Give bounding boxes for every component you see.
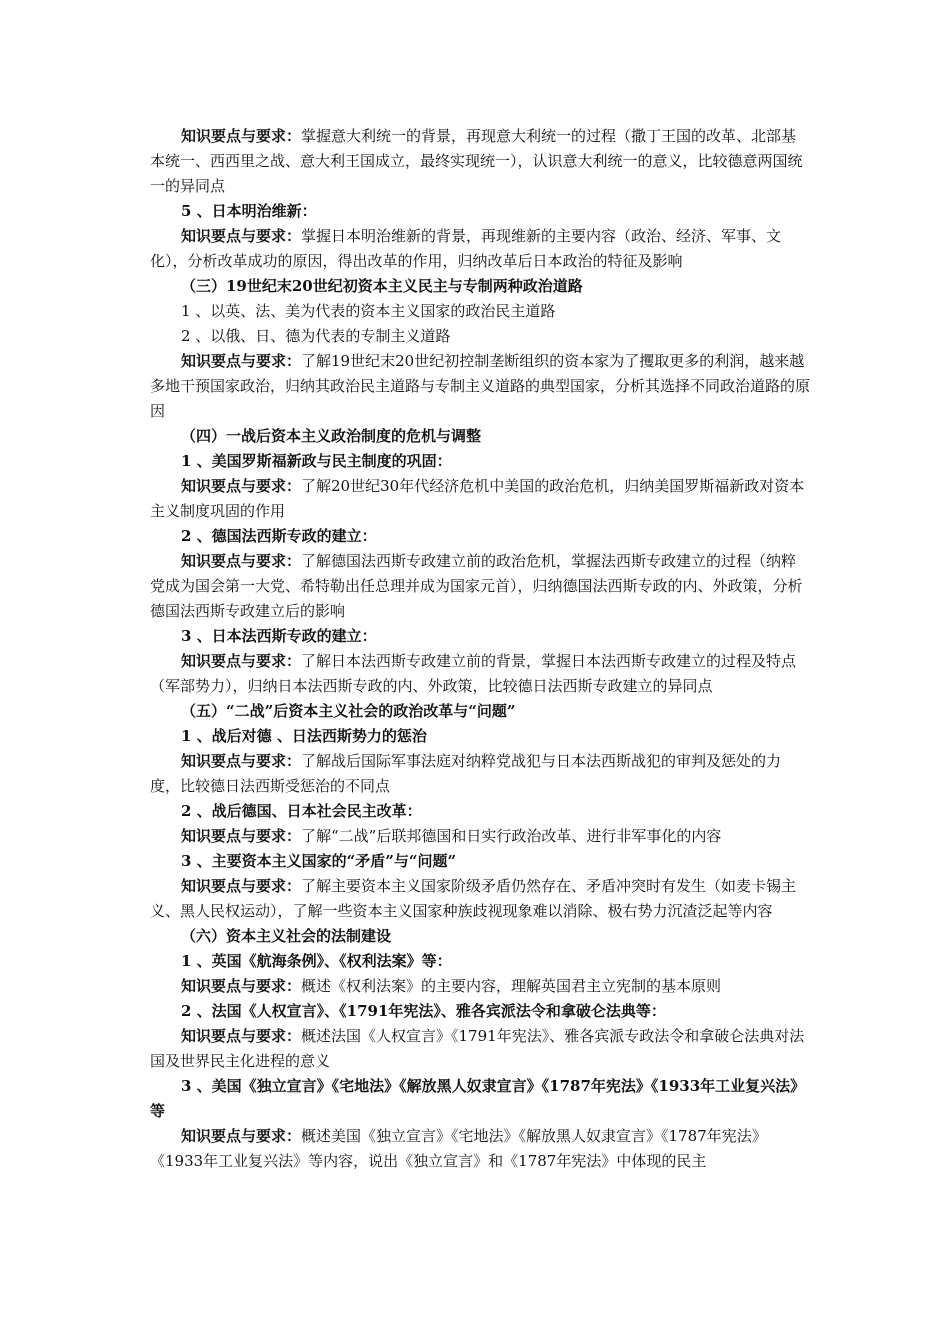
paragraph-text: 1 、战后对德 、日法西斯势力的惩治 bbox=[181, 727, 427, 745]
paragraph-text: 1 、以英、法、美为代表的资本主义国家的政治民主道路 bbox=[181, 302, 556, 320]
requirement-paragraph bbox=[150, 549, 810, 624]
requirement-label: 知识要点与要求： bbox=[181, 1027, 302, 1045]
section-heading bbox=[150, 924, 810, 949]
paragraph-text: 2 、战后德国、日本社会民主改革： bbox=[181, 802, 422, 820]
list-item bbox=[150, 324, 810, 349]
paragraph-text: 掌握日本明治维新的背景，再现维新的主要内容（政治、经济、军事、文化），分析改革成功的原因，得出改革的作用，归纳改革后日本政治的特征及影响 bbox=[150, 227, 782, 270]
paragraph-text: 了解德国法西斯专政建立前的政治危机，掌握法西斯专政建立的过程（纳粹党成为国会第一大党、希特勒出任总理并成为国家元首），归纳德国法西斯专政的内、外政策，分析德国法西斯专政建立后的影响 bbox=[150, 552, 803, 620]
paragraph-text: 概述法国《人权宣言》《1791年宪法》、雅各宾派专政法令和拿破仑法典对法国及世界民主化进程的意义 bbox=[150, 1027, 805, 1070]
paragraph-text: 1 、英国《航海条例》、《权利法案》等： bbox=[181, 952, 452, 970]
section-heading bbox=[150, 799, 810, 824]
paragraph-text: 了解日本法西斯专政建立前的背景，掌握日本法西斯专政建立的过程及特点（军部势力），归纳日本法西斯专政的内、外政策，比较德日法西斯专政建立的异同点 bbox=[150, 652, 797, 695]
requirement-paragraph bbox=[150, 124, 810, 199]
requirement-label: 知识要点与要求： bbox=[181, 877, 302, 895]
paragraph-text: 了解战后国际军事法庭对纳粹党战犯与日本法西斯战犯的审判及惩处的力度，比较德日法西斯受惩治的不同点 bbox=[150, 752, 782, 795]
paragraph-text: 概述《权利法案》的主要内容，理解英国君主立宪制的基本原则 bbox=[301, 977, 722, 995]
section-heading bbox=[150, 699, 810, 724]
paragraph-text: 了解“二战”后联邦德国和日实行政治改革、进行非军事化的内容 bbox=[301, 827, 722, 845]
requirement-paragraph bbox=[150, 1024, 810, 1074]
paragraph-text: 2 、德国法西斯专政的建立： bbox=[181, 527, 377, 545]
paragraph-text: 5 、日本明治维新： bbox=[181, 202, 317, 220]
section-heading bbox=[150, 449, 810, 474]
section-heading bbox=[150, 199, 810, 224]
list-item bbox=[150, 299, 810, 324]
requirement-label: 知识要点与要求： bbox=[181, 477, 302, 495]
document-body bbox=[150, 124, 810, 1174]
paragraph-text: 3 、日本法西斯专政的建立： bbox=[181, 627, 377, 645]
requirement-paragraph bbox=[150, 349, 810, 424]
requirement-paragraph bbox=[150, 224, 810, 274]
section-heading bbox=[150, 274, 810, 299]
section-heading bbox=[150, 999, 810, 1024]
paragraph-text: （六）资本主义社会的法制建设 bbox=[181, 927, 392, 945]
requirement-paragraph bbox=[150, 974, 810, 999]
requirement-label: 知识要点与要求： bbox=[181, 752, 302, 770]
section-heading bbox=[150, 524, 810, 549]
requirement-paragraph bbox=[150, 749, 810, 799]
paragraph-text: 2 、法国《人权宣言》、《1791年宪法》、雅各宾派法令和拿破仑法典等： bbox=[181, 1002, 666, 1020]
requirement-paragraph bbox=[150, 1124, 810, 1174]
section-heading bbox=[150, 1074, 810, 1124]
requirement-label: 知识要点与要求： bbox=[181, 227, 302, 245]
paragraph-text: 了解20世纪30年代经济危机中美国的政治危机，归纳美国罗斯福新政对资本主义制度巩固的作用 bbox=[150, 477, 805, 520]
requirement-label: 知识要点与要求： bbox=[181, 1127, 302, 1145]
section-heading bbox=[150, 949, 810, 974]
paragraph-text: 掌握意大利统一的背景，再现意大利统一的过程（撒丁王国的改革、北部基本统一、西西里之战、意大利王国成立，最终实现统一），认识意大利统一的意义，比较德意两国统一的异同点 bbox=[150, 127, 803, 195]
requirement-label: 知识要点与要求： bbox=[181, 977, 302, 995]
paragraph-text: （五）“二战”后资本主义社会的政治改革与“问题” bbox=[181, 702, 516, 720]
paragraph-text: （三）19世纪末20世纪初资本主义民主与专制两种政治道路 bbox=[181, 277, 583, 295]
paragraph-text: 1 、美国罗斯福新政与民主制度的巩固： bbox=[181, 452, 452, 470]
section-heading bbox=[150, 624, 810, 649]
section-heading bbox=[150, 424, 810, 449]
paragraph-text: （四）一战后资本主义政治制度的危机与调整 bbox=[181, 427, 482, 445]
requirement-paragraph bbox=[150, 649, 810, 699]
paragraph-text: 2 、以俄、日、德为代表的专制主义道路 bbox=[181, 327, 451, 345]
section-heading bbox=[150, 724, 810, 749]
paragraph-text: 了解主要资本主义国家阶级矛盾仍然存在、矛盾冲突时有发生（如麦卡锡主义、黑人民权运动），了解一些资本主义国家种族歧视现象难以消除、极右势力沉渣泛起等内容 bbox=[150, 877, 797, 920]
requirement-paragraph bbox=[150, 474, 810, 524]
paragraph-text: 3 、美国《独立宣言》《宅地法》《解放黑人奴隶宣言》《1787年宪法》《1933年工业复兴法》等 bbox=[150, 1077, 806, 1120]
requirement-label: 知识要点与要求： bbox=[181, 127, 302, 145]
paragraph-text: 3 、主要资本主义国家的“矛盾”与“问题” bbox=[181, 852, 457, 870]
requirement-label: 知识要点与要求： bbox=[181, 652, 302, 670]
requirement-paragraph bbox=[150, 824, 810, 849]
requirement-label: 知识要点与要求： bbox=[181, 352, 302, 370]
requirement-label: 知识要点与要求： bbox=[181, 552, 302, 570]
section-heading bbox=[150, 849, 810, 874]
paragraph-text: 了解19世纪末20世纪初控制垄断组织的资本家为了攫取更多的利润，越来越多地干预国家政治，归纳其政治民主道路与专制主义道路的典型国家，分析其选择不同政治道路的原因 bbox=[150, 352, 811, 420]
requirement-label: 知识要点与要求： bbox=[181, 827, 302, 845]
requirement-paragraph bbox=[150, 874, 810, 924]
paragraph-text: 概述美国《独立宣言》《宅地法》《解放黑人奴隶宣言》《1787年宪法》《1933年工业复兴法》等内容，说出《独立宣言》和《1787年宪法》中体现的民主 bbox=[150, 1127, 767, 1170]
